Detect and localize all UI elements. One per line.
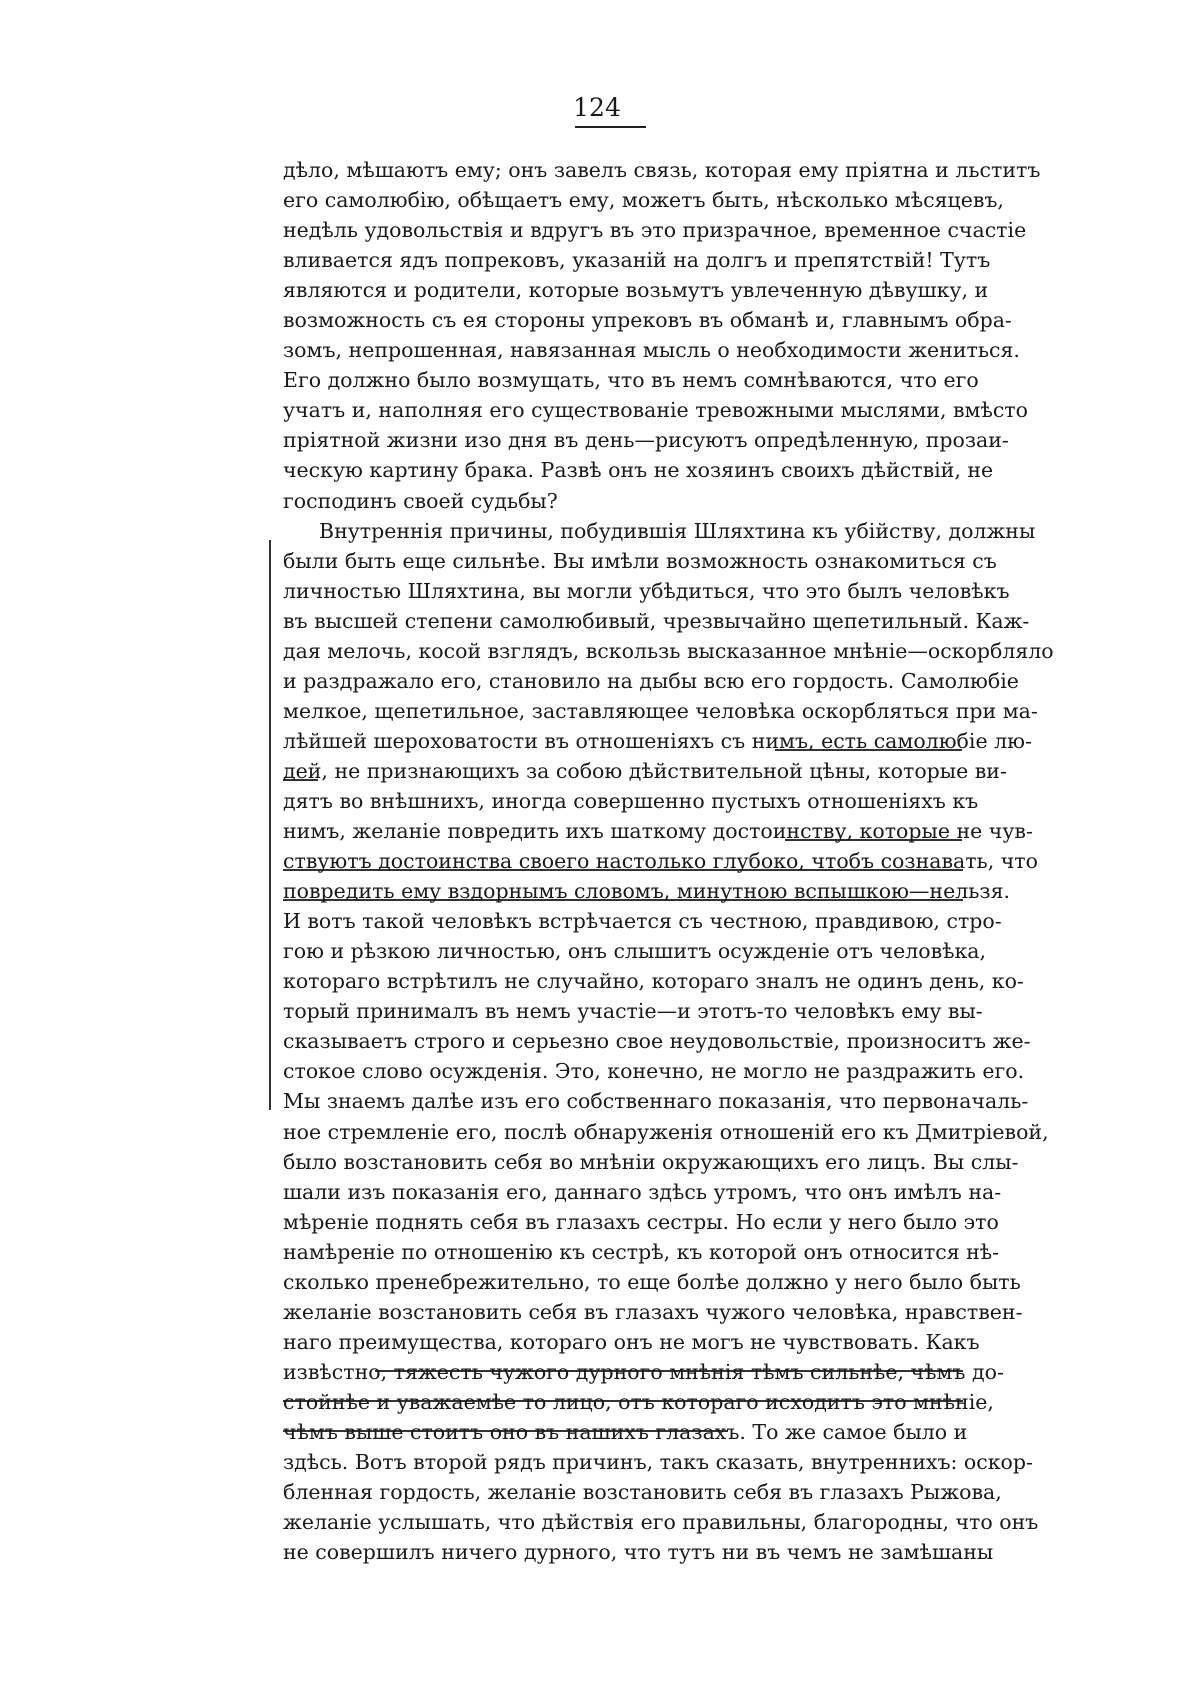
text-line: извѣстно, тяжесть чужого дурного мнѣнія тѣмъ сильнѣе, чѣмъ до- (283, 1359, 1004, 1384)
text-line: возможность съ ея стороны упрековъ въ обманѣ и, главнымъ обра- (283, 308, 1012, 333)
text-line: желаніе услышать, что дѣйствія его правильны, благородны, что онъ (283, 1510, 1039, 1535)
text-line: стойнѣе и уважаемѣе то лицо, отъ котораго исходитъ это мнѣніе, (283, 1389, 994, 1414)
text-line: сказываетъ строго и серьезно свое неудовольствіе, произноситъ же- (283, 1029, 1031, 1054)
text-line: желаніе возстановить себя въ глазахъ чужого человѣка, нравствен- (283, 1299, 1023, 1324)
text-line: Мы знаемъ далѣе изъ его собственнаго показанія, что первоначаль- (283, 1089, 1029, 1114)
text-line: являются и родители, которые возьмутъ увлеченную дѣвушку, и (283, 278, 989, 303)
text-line: торый принималъ въ немъ участіе—и этотъ-то человѣкъ ему вы- (283, 999, 983, 1024)
text-line: господинъ своей судьбы? (283, 488, 558, 513)
text-block (283, 155, 1054, 1567)
text-line: учатъ и, наполняя его существованіе тревожными мыслями, вмѣсто (283, 398, 1028, 423)
margin-pencil-line (269, 540, 271, 1110)
text-line: дятъ во внѣшнихъ, иногда совершенно пустыхъ отношеніяхъ къ (283, 788, 979, 813)
text-line: ное стремленіе его, послѣ обнаруженія отношеній его къ Дмитріевой, (283, 1119, 1049, 1144)
text-line: наго преимущества, котораго онъ не могъ не чувствовать. Какъ (283, 1329, 980, 1354)
text-line: бленная гордость, желаніе возстановить себя въ глазахъ Рыжова, (283, 1480, 1002, 1505)
text-line: Его должно было возмущать, что въ немъ сомнѣваются, что его (283, 368, 979, 393)
text-line: повредить ему вздорнымъ словомъ, минутною вспышкою—нельзя. (283, 879, 1011, 904)
text-line: чѣмъ выше стоитъ оно въ нашихъ глазахъ. То же самое было и (283, 1419, 968, 1444)
text-line: намѣреніе по отношенію къ сестрѣ, къ которой онъ относится нѣ- (283, 1239, 1000, 1264)
text-line: его самолюбію, обѣщаетъ ему, можетъ быть, нѣсколько мѣсяцевъ, (283, 188, 1004, 213)
text-line: шали изъ показанія его, даннаго здѣсь утромъ, что онъ имѣлъ на- (283, 1179, 1002, 1204)
text-line: дей, не признающихъ за собою дѣйствительной цѣны, которые ви- (283, 758, 1007, 783)
text-line: котораго встрѣтилъ не случайно, котораго зналъ не одинъ день, ко- (283, 969, 1024, 994)
text-line: дѣло, мѣшаютъ ему; онъ завелъ связь, которая ему пріятна и льститъ (283, 158, 1041, 182)
text-line: и раздражало его, становило на дыбы всю его гордость. Самолюбіе (283, 668, 1019, 693)
text-line: было возстановить себя во мнѣніи окружающихъ его лицъ. Вы слы- (283, 1149, 1019, 1174)
text-line: сколько пренебрежительно, то еще болѣе должно у него было быть (283, 1269, 1021, 1294)
page-number-rule (575, 126, 646, 128)
text-line: здѣсь. Вотъ второй рядъ причинъ, такъ сказать, внутреннихъ: оскор- (283, 1450, 1033, 1475)
text-line: не совершилъ ничего дурного, что тутъ ни въ чемъ не замѣшаны (283, 1540, 994, 1565)
text-line: лѣйшей шероховатости въ отношеніяхъ съ нимъ, есть самолюбіе лю- (283, 728, 1032, 753)
text-line: ческую картину брака. Развѣ онъ не хозяинъ своихъ дѣйствій, не (283, 458, 994, 483)
text-line: недѣль удовольствія и вдругъ въ это призрачное, временное счастіе (283, 218, 1027, 243)
text-line: ствуютъ достоинства своего настолько глубоко, чтобъ сознавать, что (283, 849, 1038, 874)
text-line: въ высшей степени самолюбивый, чрезвычайно щепетильный. Каж- (283, 608, 1030, 633)
page-number: 124 (573, 93, 621, 122)
text-line: И вотъ такой человѣкъ встрѣчается съ честною, правдивою, стро- (283, 909, 1002, 934)
text-line: мѣреніе поднять себя въ глазахъ сестры. Но если у него было это (283, 1209, 999, 1234)
text-line: вливается ядъ попрековъ, указаній на долгъ и препятствій! Тутъ (283, 248, 991, 273)
text-line: стокое слово осужденія. Это, конечно, не могло не раздражить его. (283, 1059, 1025, 1084)
text-line: дая мелочь, косой взглядъ, вскользь высказанное мнѣніе—оскорбляло (283, 638, 1054, 663)
text-line: зомъ, непрошенная, навязанная мысль о необходимости жениться. (283, 338, 1020, 363)
text-line: мелкое, щепетильное, заставляющее человѣка оскорбляться при ма- (283, 698, 1038, 723)
text-line: нимъ, желаніе повредить ихъ шаткому достоинству, которые не чув- (283, 819, 1033, 844)
text-line: пріятной жизни изо дня въ день—рисуютъ опредѣленную, прозаи- (283, 428, 1009, 453)
text-line: были быть еще сильнѣе. Вы имѣли возможность ознакомиться съ (283, 548, 997, 573)
text-line: Внутреннія причины, побудившія Шляхтина къ убійству, должны (319, 518, 1036, 543)
text-line: гою и рѣзкою личностью, онъ слышитъ осужденіе отъ человѣка, (283, 939, 987, 964)
text-line: личностью Шляхтина, вы могли убѣдиться, что это былъ человѣкъ (283, 578, 1010, 603)
